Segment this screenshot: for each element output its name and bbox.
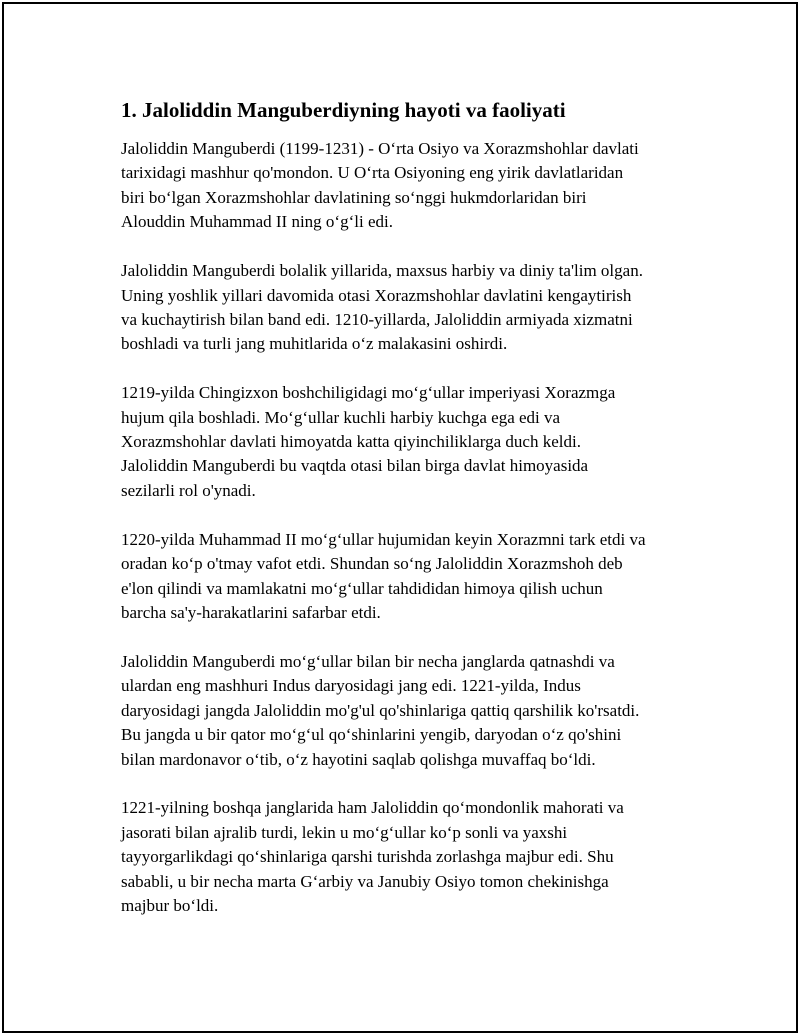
paragraph-line: barcha sa'y-harakatlarini safarbar etdi. (121, 603, 381, 622)
page-frame (2, 2, 798, 1033)
paragraph-line: sababli, u bir necha marta G‘arbiy va Janubiy Osiyo tomon chekinishga (121, 871, 609, 891)
section-heading: 1. Jaloliddin Manguberdiyning hayoti va faoliyati (121, 98, 566, 122)
paragraph-line: jasorati bilan ajralib turdi, lekin u mo‘g‘ullar ko‘p sonli va yaxshi (121, 822, 568, 842)
paragraph-line: Alouddin Muhammad II ning o‘g‘li edi. (121, 212, 393, 232)
paragraph-3 (121, 381, 701, 503)
paragraph-line: ulardan eng mashhuri Indus daryosidagi jang edi. 1221-yilda, Indus (121, 676, 581, 696)
paragraph-line: 1221-yilning boshqa janglarida ham Jaloliddin qo‘mondonlik mahorati va (121, 798, 624, 818)
paragraph-line: boshladi va turli jang muhitlarida o‘z malakasini oshirdi. (121, 334, 508, 354)
paragraph-line: oradan ko‘p o'tmay vafot etdi. Shundan so‘ng Jaloliddin Xorazmshoh deb (121, 554, 623, 574)
paragraph-line: Jaloliddin Manguberdi bu vaqtda otasi bilan birga davlat himoyasida (121, 456, 589, 476)
paragraph-line: tayyorgarlikdagi qo‘shinlariga qarshi turishda zorlashga majbur edi. Shu (121, 847, 614, 867)
document-body (121, 97, 701, 943)
paragraph-line: 1219-yilda Chingizxon boshchiligidagi mo‘g‘ullar imperiyasi Xorazmga (121, 383, 616, 403)
paragraph-line: Uning yoshlik yillari davomida otasi Xorazmshohlar davlatini kengaytirish (121, 285, 632, 305)
paragraph-line: Bu jangda u bir qator mo‘g‘ul qo‘shinlarini yengib, daryodan o‘z qo'shini (121, 725, 622, 745)
paragraph-line: Jaloliddin Manguberdi mo‘g‘ullar bilan bir necha janglarda qatnashdi va (121, 651, 615, 671)
paragraph-line: Xorazmshohlar davlati himoyatda katta qiyinchiliklarga duch keldi. (121, 432, 581, 452)
paragraph-line: Jaloliddin Manguberdi (1199-1231) - O‘rta Osiyo va Xorazmshohlar davlati (121, 139, 639, 158)
paragraph-line: va kuchaytirish bilan band edi. 1210-yillarda, Jaloliddin armiyada xizmatni (121, 309, 633, 329)
paragraph-line: tarixidagi mashhur qo'mondon. U O‘rta Osiyoning eng yirik davlatlaridan (121, 163, 624, 183)
paragraph-line: 1220-yilda Muhammad II mo‘g‘ullar hujumidan keyin Xorazmni tark etdi va (121, 529, 646, 549)
paragraph-line: Jaloliddin Manguberdi bolalik yillarida, maxsus harbiy va diniy ta'lim olgan. (121, 261, 643, 281)
paragraph-line: majbur bo‘ldi. (121, 896, 219, 916)
paragraph-line: hujum qila boshladi. Mo‘g‘ullar kuchli harbiy kuchga ega edi va (121, 407, 561, 427)
paragraph-5 (121, 650, 701, 772)
paragraph-6 (121, 796, 701, 918)
paragraph-line: daryosidagi jangda Jaloliddin mo'g'ul qo'shinlariga qattiq qarshilik ko'rsatdi. (121, 700, 640, 720)
paragraph-1 (121, 137, 701, 235)
paragraph-line: e'lon qilindi va mamlakatni mo‘g‘ullar tahdididan himoya qilish uchun (121, 578, 603, 598)
paragraph-2 (121, 259, 701, 357)
paragraph-4 (121, 528, 701, 626)
paragraph-line: sezilarli rol o'ynadi. (121, 480, 256, 500)
paragraph-line: biri bo‘lgan Xorazmshohlar davlatining so‘nggi hukmdorlaridan biri (121, 187, 587, 207)
paragraph-line: bilan mardonavor o‘tib, o‘z hayotini saqlab qolishga muvaffaq bo‘ldi. (121, 749, 596, 769)
